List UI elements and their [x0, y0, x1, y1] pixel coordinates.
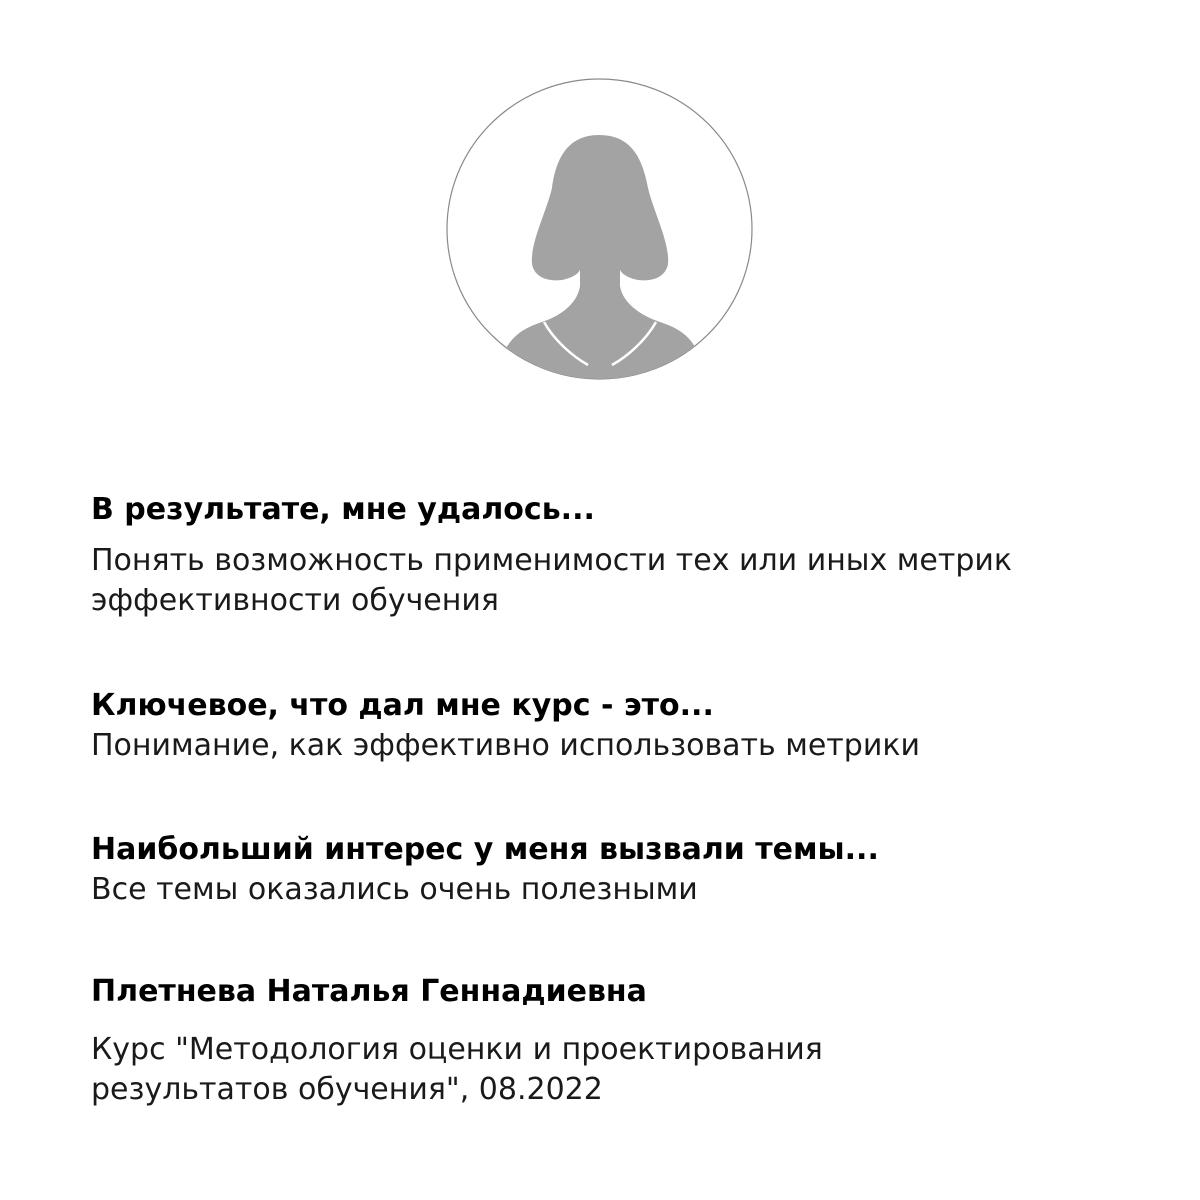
key-takeaway-text: Понимание, как эффективно использовать метрики — [91, 728, 920, 763]
avatar — [446, 78, 753, 380]
interest-text: Все темы оказались очень полезными — [91, 872, 698, 907]
author-name: Плетнева Наталья Геннадиевна — [91, 974, 647, 1009]
result-text: Понять возможность применимости тех или иных метрик эффективности обучения — [91, 543, 1013, 618]
result-heading: В результате, мне удалось... — [91, 492, 595, 527]
author-section — [91, 972, 1171, 1110]
result-section — [91, 490, 1171, 621]
key-takeaway-heading: Ключевое, что дал мне курс - это... — [91, 688, 714, 723]
person-silhouette-icon — [446, 78, 753, 380]
interest-heading: Наибольший интерес у меня вызвали темы... — [91, 832, 879, 867]
interest-section — [91, 830, 1171, 910]
course-info: Курс "Методология оценки и проектирования результатов обучения", 08.2022 — [91, 1032, 823, 1107]
key-takeaway-section — [91, 686, 1171, 766]
